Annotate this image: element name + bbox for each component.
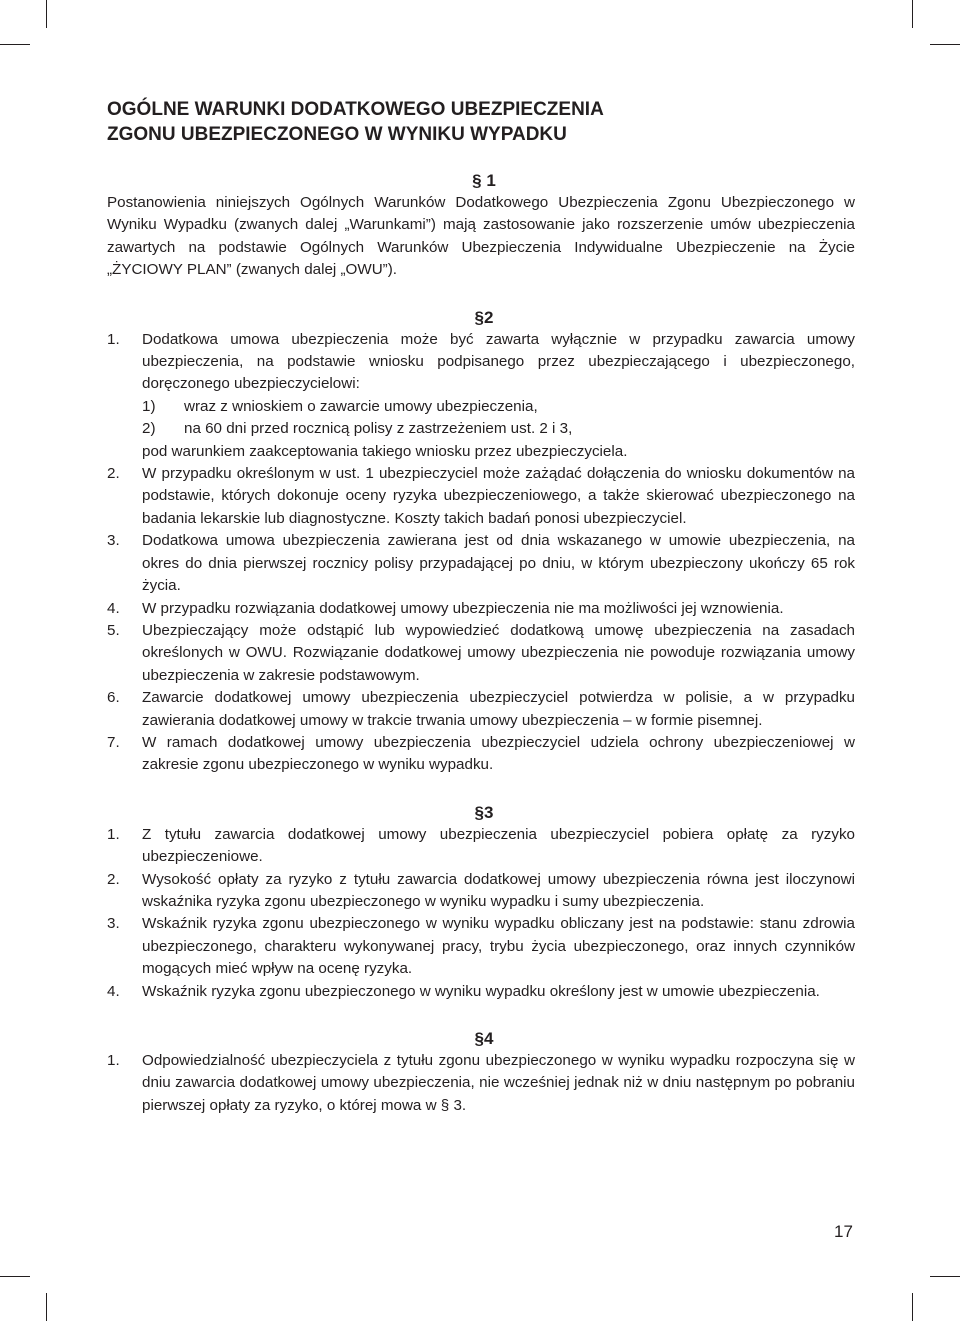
item-number: 6. — [107, 689, 120, 707]
section-2-item-5 — [107, 620, 855, 687]
item-text: Wysokość opłaty za ryzyko z tytułu zawarcia dodatkowej umowy ubezpieczenia równa jest iloczynowi wskaźnika ryzyka zgonu ubezpieczonego w wyniku wypadku i sumy ubezpieczenia. — [142, 870, 855, 910]
subitem-2 — [142, 418, 855, 440]
section-3-item-1 — [107, 824, 855, 869]
item-1-tail: pod warunkiem zaakceptowania takiego wniosku przez ubezpieczyciela. — [142, 442, 628, 460]
item-number: 1. — [107, 330, 120, 348]
section-2-item-7 — [107, 732, 855, 777]
document-title — [107, 97, 604, 147]
item-text: Ubezpieczający może odstąpić lub wypowiedzieć dodatkową umowę ubezpieczenia na zasadach określonych w OWU. Rozwiązanie dodatkowej umowy ubezpieczenia nie powoduje rozwiązania umowy ubezpieczenia w zakresie podstawowym. — [142, 621, 855, 684]
section-1-heading: § 1 — [472, 171, 496, 190]
section-2-item-4 — [107, 598, 855, 620]
crop-mark-bottom-left-h — [0, 1276, 30, 1277]
section-3-item-3 — [107, 913, 855, 980]
item-number: 4. — [107, 599, 120, 617]
item-text: Wskaźnik ryzyka zgonu ubezpieczonego w wyniku wypadku określony jest w umowie ubezpieczenia. — [142, 982, 820, 1000]
item-number: 3. — [107, 532, 120, 550]
item-text: Odpowiedzialność ubezpieczyciela z tytułu zgonu ubezpieczonego w wyniku wypadku rozpoczyna się w dniu zawarcia dodatkowej umowy ubezpieczenia, nie wcześniej jednak niż w dniu następnym po pobraniu pierwszej opłaty za ryzyko, o której mowa w § 3. — [142, 1052, 855, 1114]
subitem-1 — [142, 396, 855, 418]
crop-mark-top-right-v — [912, 0, 913, 28]
item-number: 2. — [107, 465, 120, 483]
section-2-heading: §2 — [474, 307, 494, 327]
crop-mark-top-left-v — [46, 0, 47, 28]
item-text: Zawarcie dodatkowej umowy ubezpieczenia ubezpieczyciel potwierdza w polisie, a w przypadku zawierania dodatkowej umowy w trakcie trwania umowy ubezpieczenia – w formie pisemnej. — [142, 689, 855, 729]
subitem-text: na 60 dni przed rocznicą polisy z zastrzeżeniem ust. 2 i 3, — [184, 420, 573, 438]
section-4-heading: §4 — [474, 1029, 494, 1048]
section-1-text: Postanowienia niniejszych Ogólnych Warunków Dodatkowego Ubezpieczenia Zgonu Ubezpieczonego w Wyniku Wypadku (zwanych dalej „Warunkami”) mają zastosowanie jako rozszerzenie umów ubezpieczenia zawartych na podstawie Ogólnych Warunków Ubezpieczenia Indywidualne Ubezpieczenie na Życie „ŻYCIOWY PLAN” (zwanych dalej „OWU”). — [107, 194, 855, 279]
item-text: Wskaźnik ryzyka zgonu ubezpieczonego w wyniku wypadku obliczany jest na podstawie: stanu zdrowia ubezpieczonego, charakteru wykonywanej pracy, trybu życia ubezpieczonego, oraz innych czynników mogących mieć wpływ na ocenę ryzyka. — [142, 915, 855, 978]
section-2-item-6 — [107, 687, 855, 732]
title-line-1: OGÓLNE WARUNKI DODATKOWEGO UBEZPIECZENIA — [107, 99, 604, 120]
crop-mark-top-left-h — [0, 44, 30, 45]
crop-mark-bottom-right-v — [912, 1293, 913, 1321]
subitem-text: wraz z wnioskiem o zawarcie umowy ubezpieczenia, — [184, 397, 538, 415]
crop-mark-bottom-right-h — [930, 1276, 960, 1277]
item-number: 1. — [107, 825, 120, 843]
section-2-item-1 — [107, 329, 855, 463]
subitem-number: 1) — [142, 397, 156, 415]
item-number: 2. — [107, 870, 120, 888]
title-line-2: ZGONU UBEZPIECZONEGO W WYNIKU WYPADKU — [107, 124, 567, 145]
item-text: W ramach dodatkowej umowy ubezpieczenia ubezpieczyciel udziela ochrony ubezpieczeniowej w zakresie zgonu ubezpieczonego w wyniku wypadku. — [142, 733, 855, 774]
item-text: W przypadku rozwiązania dodatkowej umowy ubezpieczenia nie ma możliwości jej wznowienia. — [142, 599, 784, 617]
item-text: Z tytułu zawarcia dodatkowej umowy ubezpieczenia ubezpieczyciel pobiera opłatę za ryzyko ubezpieczeniowe. — [142, 825, 855, 866]
crop-mark-top-right-h — [930, 44, 960, 45]
item-number: 7. — [107, 733, 120, 751]
item-number: 5. — [107, 621, 120, 639]
section-2-item-3 — [107, 530, 855, 597]
item-number: 4. — [107, 982, 120, 1000]
item-text: Dodatkowa umowa ubezpieczenia może być zawarta wyłącznie w przypadku zawarcia umowy ubezpieczenia, na podstawie wniosku podpisanego przez ubezpieczającego i ubezpieczonego, doręczonego ubezpieczycielowi: — [142, 330, 855, 393]
section-3-heading: §3 — [474, 802, 494, 822]
item-number: 3. — [107, 915, 120, 933]
item-text: W przypadku określonym w ust. 1 ubezpieczyciel może zażądać dołączenia do wniosku dokumentów na podstawie, których dokonuje oceny ryzyka ubezpieczeniowego, a także skierować ubezpieczonego na badania lekarskie lub diagnostyczne. Koszty takich badań ponosi ubezpieczyciel. — [142, 465, 855, 527]
item-number: 1. — [107, 1052, 120, 1069]
page-number: 17 — [834, 1222, 853, 1241]
section-4-item-1 — [107, 1050, 855, 1117]
crop-mark-bottom-left-v — [46, 1293, 47, 1321]
subitem-number: 2) — [142, 420, 156, 438]
section-3-item-2 — [107, 869, 855, 914]
item-text: Dodatkowa umowa ubezpieczenia zawierana jest od dnia wskazanego w umowie ubezpieczenia, na okres do dnia pierwszej rocznicy polisy przypadającej po dniu, w którym ubezpieczony ukończy 65 rok życia. — [142, 532, 855, 595]
document-body — [107, 170, 855, 1117]
section-3-item-4 — [107, 981, 855, 1003]
section-2-item-2 — [107, 463, 855, 530]
